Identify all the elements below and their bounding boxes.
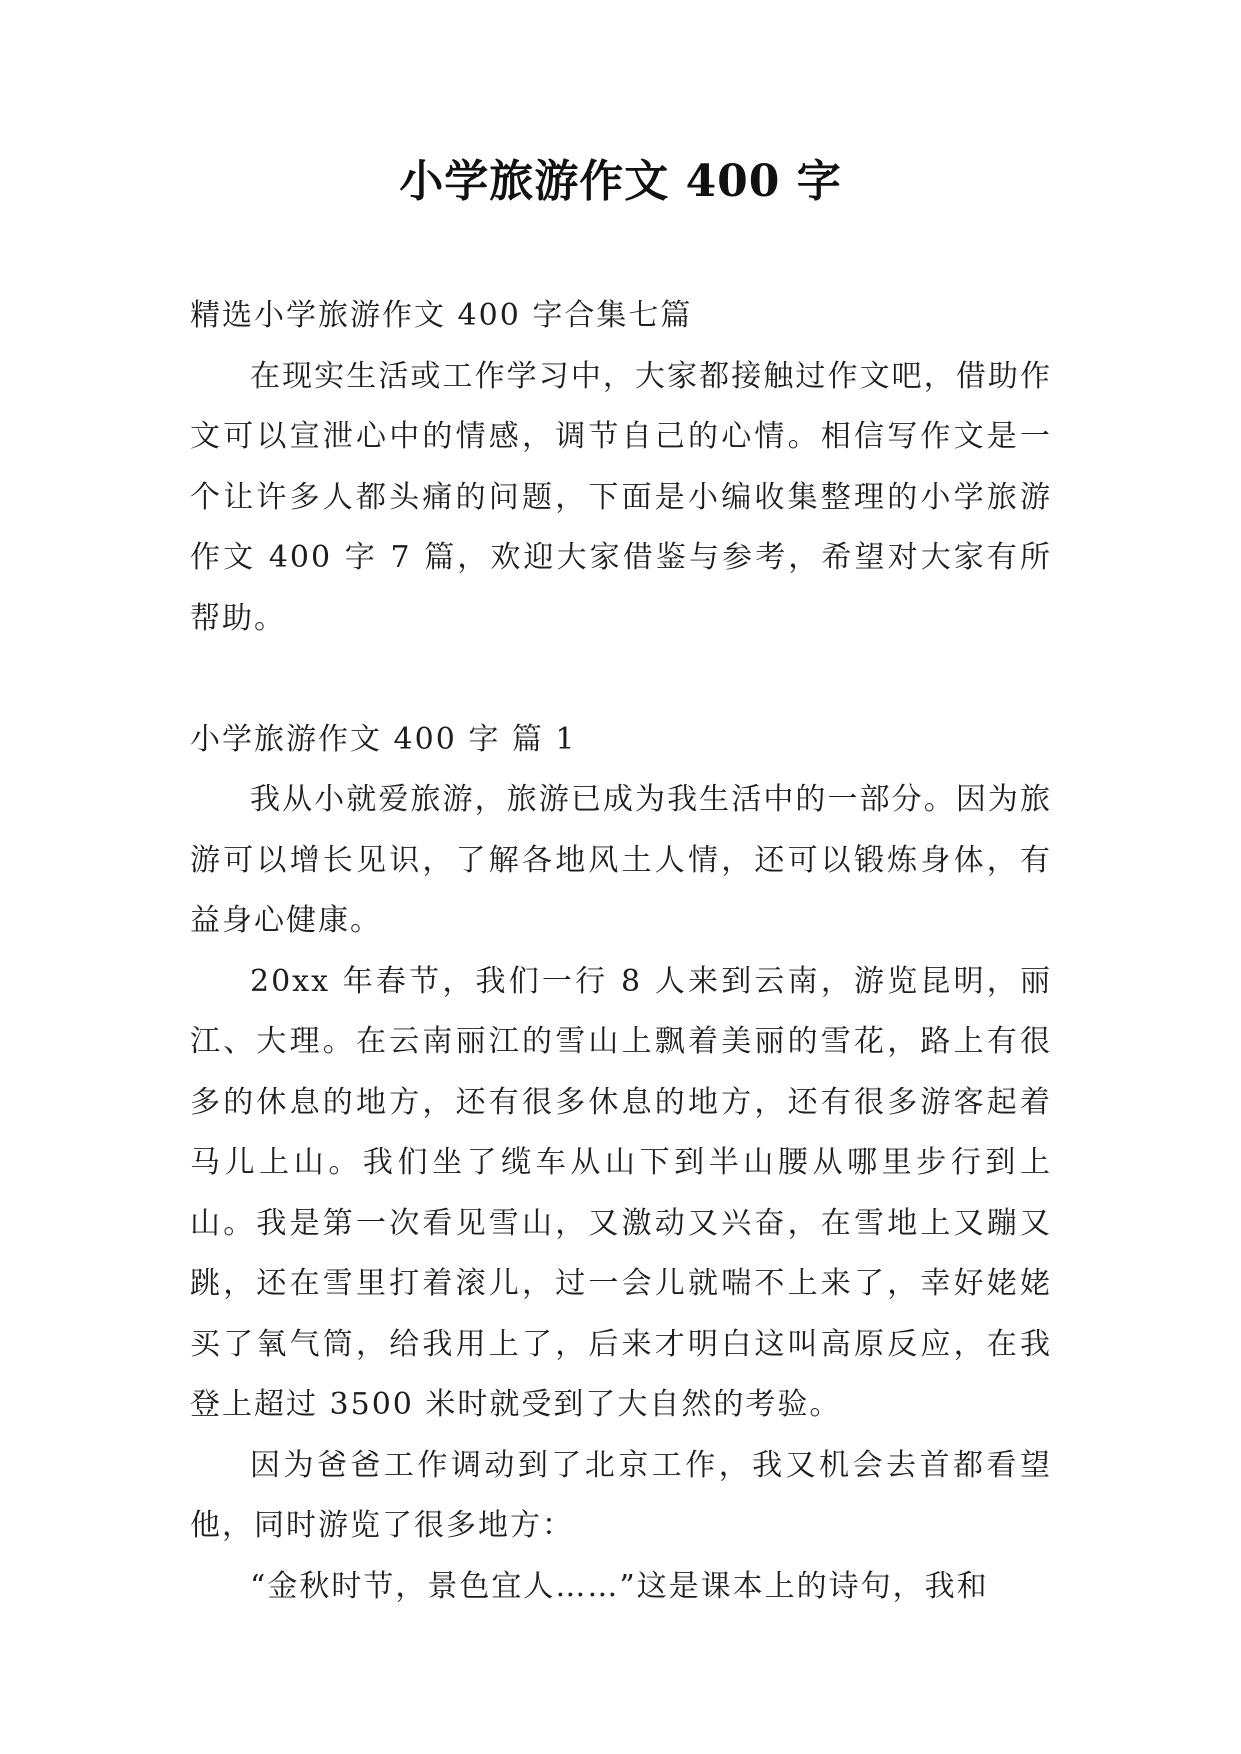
intro-paragraph: 在现实生活或工作学习中，大家都接触过作文吧，借助作文可以宣泄心中的情感，调节自己的心情。相信写作文是一个让许多人都头痛的问题，下面是小编收集整理的小学旅游作文 400 字 7 篇，欢迎大家借鉴与参考，希望对大家有所帮助。	[190, 358, 1052, 636]
body-paragraph: 20xx 年春节，我们一行 8 人来到云南，游览昆明，丽江、大理。在云南丽江的雪山上飘着美丽的雪花，路上有很多的休息的地方，还有很多休息的地方，还有很多游客起着马儿上山。我们坐了缆车从山下到半山腰从哪里步行到上山。我是第一次看见雪山，又激动又兴奋，在雪地上又蹦又跳，还在雪里打着滚儿，过一会儿就喘不上来了，幸好姥姥买了氧气筒，给我用上了，后来才明白这叫高原反应，在我登上超过 3500 米时就受到了大自然的考验。	[190, 963, 1052, 1422]
body-paragraph: 我从小就爱旅游，旅游已成为我生活中的一部分。因为旅游可以增长见识，了解各地风土人情，还可以锻炼身体，有益身心健康。	[190, 782, 1052, 938]
document-body	[190, 286, 1052, 1617]
body-paragraph: “金秋时节，景色宜人……”这是课本上的诗句，我和	[250, 1568, 989, 1604]
document-title: 小学旅游作文 400 字	[399, 156, 842, 207]
document-subtitle: 精选小学旅游作文 400 字合集七篇	[190, 298, 693, 333]
section-spacer	[190, 649, 1052, 710]
section-heading: 小学旅游作文 400 字 篇 1	[190, 721, 577, 757]
body-paragraph: 因为爸爸工作调动到了北京工作，我又机会去首都看望他，同时游览了很多地方：	[190, 1447, 1052, 1543]
